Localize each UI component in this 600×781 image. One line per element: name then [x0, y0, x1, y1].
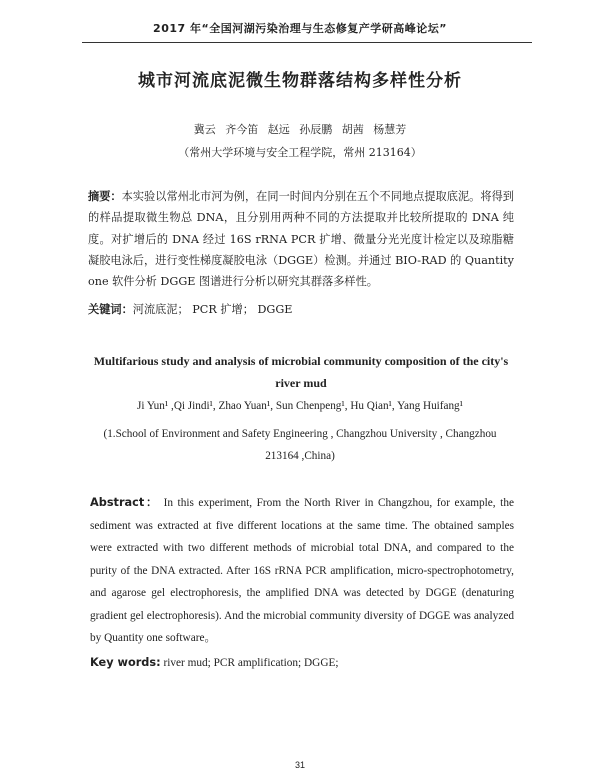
- abstract-en-text: In this experiment, From the North River in Changzhou, for example, the sediment was extracted at five different locations at the same time. The obtained samples were extracted with two different methods of microbial total DNA, and compared to the purity of the DNA extracted. After 16S rRNA PCR amplification, micro-spectrophotometry, and agarose gel electrophoresis, the amplified DNA was detected by DGGE (denaturing gradient gel electrophoresis). And the microbial community diversity of DGGE was analyzed by Quantity one software。: [90, 497, 514, 644]
- authors-zh: 冀云 齐今笛 赵远 孙辰鹏 胡茜 杨慧芳: [193, 123, 407, 136]
- abstract-zh-text: 本实验以常州北市河为例，在同一时间内分别在五个不同地点提取底泥。将得到的样品提取微生物总 DNA，且分别用两种不同的方法提取并比较所提取的 DNA 纯度。对扩增后的 DNA 经过 16S rRNA PCR 扩增、微量分光光度计检定以及琼脂糖凝胶电泳后，进行变性梯度凝胶电泳（DGGE）检测。并通过 BIO-RAD 的 Quantity one 软件分析 DGGE 图谱进行分析以研究其群落多样性。: [88, 190, 514, 289]
- keywords-en-label: Key words:: [90, 656, 161, 669]
- paper-title-zh: 城市河流底泥微生物群落结构多样性分析: [138, 71, 462, 91]
- abstract-zh: [88, 186, 514, 292]
- page-number: 31: [294, 760, 305, 770]
- authors-en: Ji Yun¹ ,Qi Jindi¹, Zhao Yuan¹, Sun Chenpeng¹, Hu Qian¹, Yang Huifang¹: [137, 400, 463, 412]
- keywords-en-text: river mud; PCR amplification; DGGE;: [163, 657, 339, 669]
- abstract-en-label: Abstract：: [90, 496, 160, 509]
- keywords-zh: [88, 301, 514, 317]
- keywords-zh-text: 河流底泥； PCR 扩增； DGGE: [132, 303, 293, 316]
- conference-header: 2017 年“全国河湖污染治理与生态修复产学研高峰论坛”: [153, 22, 447, 35]
- header-rule: [82, 42, 532, 43]
- affiliation-zh: （常州大学环境与安全工程学院，常州 213164）: [178, 146, 422, 159]
- paper-title-en: Multifarious study and analysis of microbial community composition of the city's river mud: [93, 354, 509, 390]
- abstract-en: [90, 492, 514, 650]
- affiliation-en: (1.School of Environment and Safety Engineering , Changzhou University , Changzhou 213164 ,China): [103, 428, 497, 462]
- keywords-zh-label: 关键词：: [88, 303, 133, 316]
- keywords-en: [90, 656, 514, 669]
- abstract-zh-label: 摘要：: [88, 190, 122, 203]
